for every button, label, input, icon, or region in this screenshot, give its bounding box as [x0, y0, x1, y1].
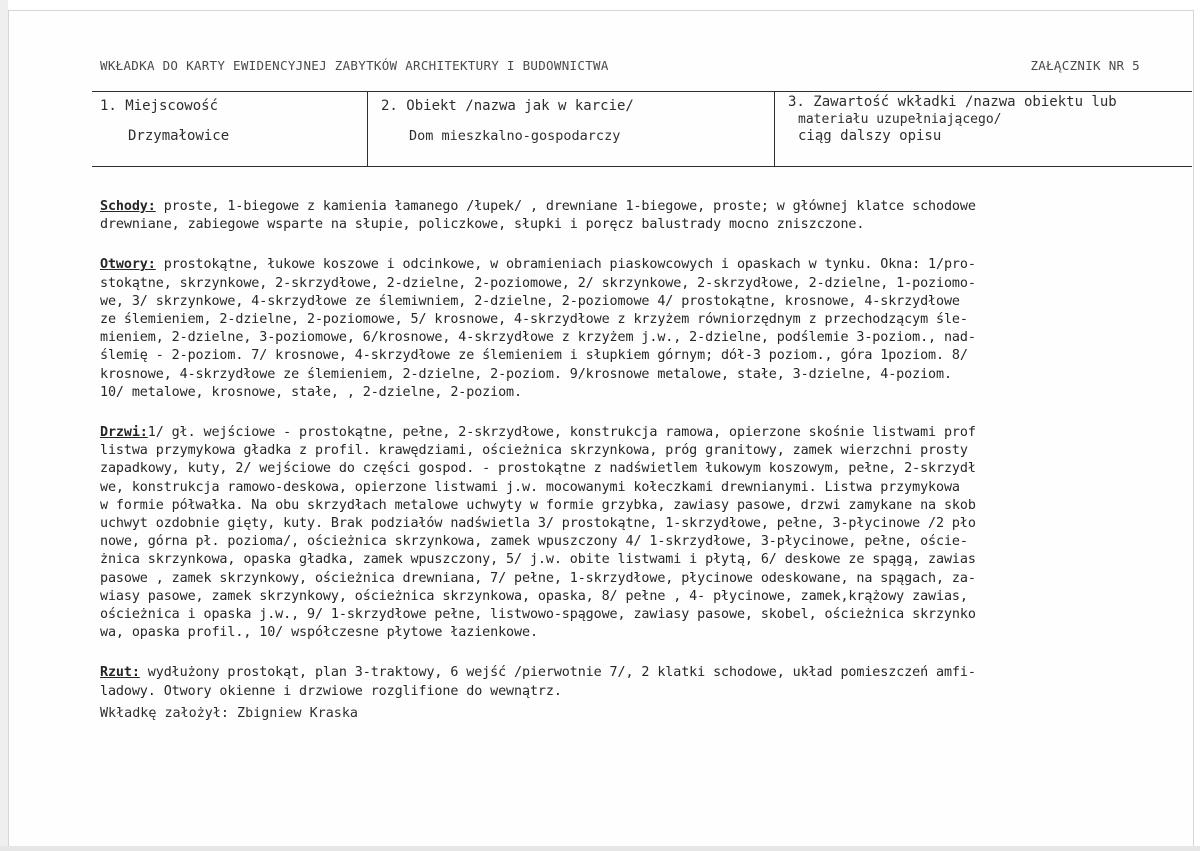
column-divider-2 — [774, 91, 775, 166]
text-line: ladowy. Otwory okienne i drzwiowe rozglifione do wewnątrz. — [100, 683, 562, 699]
section-label: Otwory: — [100, 257, 156, 273]
author-note: Wkładkę założył: Zbigniew Kraska — [100, 706, 358, 721]
text-line: we, 3/ skrzynkowe, 4-skrzydłowe ze ślemiwniem, 2-dzielne, 2-poziomowe 4/ prostokątne, krosnowe, 4-skrzydłowe — [100, 293, 960, 309]
text-line: stokątne, skrzynkowe, 2-skrzydłowe, 2-dzielne, 2-poziomowe, 2/ skrzynkowe, 2-skrzydłowe, 2-dzielne, 1-poziomo- — [100, 275, 976, 291]
table-top-rule — [92, 91, 1192, 92]
column-divider-1 — [367, 91, 368, 166]
section-otwory — [100, 256, 1190, 402]
text-line: drewniane, zabiegowe wsparte na słupie, policzkowe, słupki i poręcz balustrady mocno zniszczone. — [100, 217, 865, 233]
form-header — [100, 58, 1150, 78]
section-schody — [100, 198, 1190, 234]
contents-value: ciąg dalszy opisu — [798, 128, 942, 144]
field-object — [381, 96, 634, 146]
text-line: uchwyt ozdobnie gięty, kuty. Brak podziałów nadświetla 3/ prostokątne, 1-skrzydłowe, pełne, 3-płycinowe /2 pło — [100, 516, 976, 532]
section-label: Rzut: — [100, 665, 140, 681]
text-line: mieniem, 2-dzielne, 3-poziomowe, 6/krosnowe, 4-skrzydłowe z krzyżem j.w., 2-dzielne, podślemie 3-poziom., nad- — [100, 330, 976, 346]
text-line: listwa przymykowa gładka z profil. krawędziami, ościeżnica skrzynkowa, próg granitowy, zamek wierzchni prosty — [100, 443, 968, 459]
section-label: Schody: — [100, 199, 156, 214]
text-line: w formie półwałka. Na obu skrzydłach metalowe uchwyty w formie grzybka, zawiasy pasowe, drzwi zamykane na skob — [100, 497, 976, 513]
text-line: pasowe , zamek skrzynkowy, ościeżnica drewniana, 7/ pełne, 1-skrzydłowe, płycinowe odeskowane, na spągach, za- — [100, 570, 976, 586]
text-line: Drzwi:1/ gł. wejściowe - prostokątne, pełne, 2-skrzydłowe, konstrukcja ramowa, opierzone skośnie listwami prof — [100, 425, 976, 441]
field-locality — [100, 96, 229, 146]
text-line: ze ślemieniem, 2-dzielne, 2-poziomowe, 5/ krosnowe, 4-skrzydłowe z krzyżem równiorzędnym z przechodzącym śle- — [100, 312, 968, 328]
text-line: nowe, górna pł. pozioma/, ościeżnica skrzynkowa, zamek wpuszczony 4/ 1-skrzydłowe, 3-płycinowe, pełne, oście- — [100, 534, 968, 550]
text-line: krosnowe, 4-skrzydłowe ze ślemieniem, 2-dzielne, 2-poziom. 9/krosnowe metalowe, stałe, 3-dzielne, 4-poziom. — [100, 366, 952, 382]
text-line: 10/ metalowe, krosnowe, stałe, , 2-dzielne, 2-poziom. — [100, 384, 522, 400]
description-body — [100, 198, 1190, 723]
text-line: ślemię - 2-poziom. 7/ krosnowe, 4-skrzydłowe ze ślemieniem i słupkiem górnym; dół-3 poziom., góra 1poziom. 8/ — [100, 348, 968, 364]
contents-label-1: 3. Zawartość wkładki /nazwa obiektu lub — [788, 94, 1117, 110]
text-line: we, konstrukcja ramowo-deskowa, opierzone listwami j.w. mocowanymi kołeczkami drewnianymi. Listwa przymykowa — [100, 479, 960, 495]
contents-label-2: materiału uzupełniającego/ — [798, 112, 1002, 127]
text-line: Rzut: wydłużony prostokąt, plan 3-traktowy, 6 wejść /pierwotnie 7/, 2 klatki schodowe, układ pomieszczeń amfi- — [100, 665, 976, 681]
section-drzwi — [100, 424, 1190, 642]
object-label: 2. Obiekt /nazwa jak w karcie/ — [381, 98, 634, 114]
text-line: żnica skrzynkowa, opaska gładka, zamek wpuszczony, 5/ j.w. obite listwami i płytą, 6/ deskowe ze spągą, zawias — [100, 552, 976, 568]
text-line: Schody: proste, 1-biegowe z kamienia łamanego /łupek/ , drewniane 1-biegowe, proste; w głównej klatce schodowe — [100, 199, 976, 214]
text-line: zapadkowy, kuty, 2/ wejściowe do części gospod. - prostokątne z nadświetlem łukowym koszowym, pełne, 2-skrzydł — [100, 461, 976, 477]
locality-value: Drzymałowice — [128, 128, 230, 144]
scan-edge-left — [0, 0, 8, 851]
scan-edge-bottom — [0, 846, 1200, 851]
text-line: ościeżnica i opaska j.w., 9/ 1-skrzydłowe pełne, listwowo-spągowe, zawiasy pasowe, skobel, ościeżnica skrzynko — [100, 607, 976, 623]
annex-number: ZAŁĄCZNIK NR 5 — [1030, 58, 1140, 73]
locality-label: 1. Miejscowość — [100, 98, 219, 114]
text-line: Otwory: prostokątne, łukowe koszowe i odcinkowe, w obramieniach piaskowcowych i opaskach w tynku. Okna: 1/pro- — [100, 257, 976, 273]
text-line: wa, opaska profil., 10/ współczesne płytowe łazienkowe. — [100, 625, 538, 641]
section-rzut — [100, 664, 1190, 700]
field-contents — [788, 94, 1117, 145]
table-bottom-rule — [92, 166, 1192, 167]
form-title: WKŁADKA DO KARTY EWIDENCYJNEJ ZABYTKÓW ARCHITEKTURY I BUDOWNICTWA — [100, 58, 609, 73]
text-line: wiasy pasowe, zamek skrzynkowy, ościeżnica skrzynkowa, opaska, 8/ pełne , 4- płycinowe, zamek,krążowy zawias, — [100, 588, 968, 604]
object-value: Dom mieszkalno-gospodarczy — [409, 128, 621, 144]
section-label: Drzwi: — [100, 425, 148, 441]
